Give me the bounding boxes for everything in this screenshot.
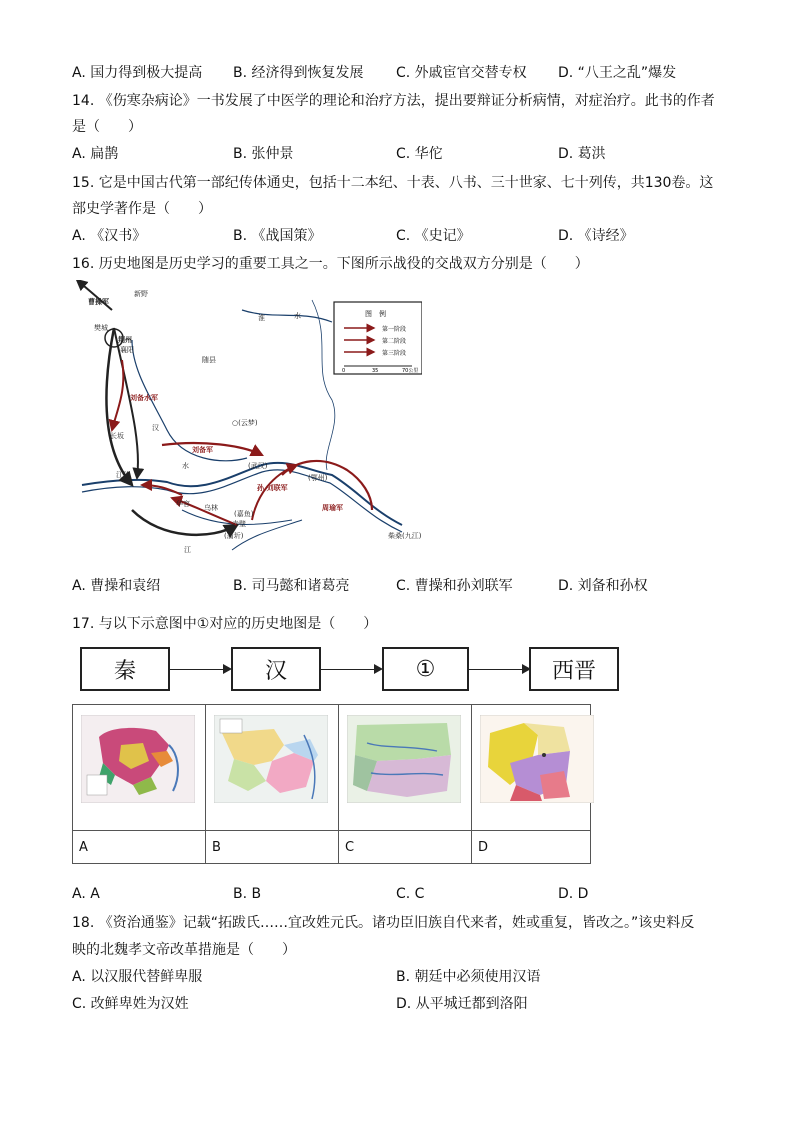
svg-text:江陵: 江陵	[116, 471, 130, 479]
q14-option-b: B. 张仲景	[233, 146, 294, 162]
q16-stem: 16. 历史地图是历史学习的重要工具之一。下图所示战役的交战双方分别是（ ）	[72, 256, 589, 272]
q16-option-b: B. 司马懿和诸葛亮	[233, 578, 350, 594]
svg-text:(蒲圻): (蒲圻)	[224, 532, 244, 540]
svg-text:赤壁: 赤壁	[232, 520, 246, 528]
svg-text:乌林: 乌林	[204, 504, 218, 512]
svg-text:刘备军: 刘备军	[192, 446, 213, 454]
q13-option-a: A. 国力得到极大提高	[72, 65, 203, 81]
map-c-thumbnail	[347, 715, 461, 803]
svg-text:襄阳: 襄阳	[120, 346, 134, 354]
flow-arrow-3	[469, 669, 529, 670]
flow-box-han: 汉	[231, 647, 321, 691]
svg-text:0: 0	[342, 368, 346, 374]
flow-box-blank-1: ①	[382, 647, 469, 691]
q15-option-d: D. 《诗经》	[558, 228, 634, 244]
q15-option-b: B. 《战国策》	[233, 228, 322, 244]
battle-map	[72, 280, 422, 568]
q17-option-b: B. B	[233, 886, 262, 902]
q16-option-d: D. 刘备和孙权	[558, 578, 648, 594]
flow-arrow-1	[170, 669, 230, 670]
svg-text:○(云梦): ○(云梦)	[232, 419, 258, 427]
svg-text:新野: 新野	[134, 290, 148, 298]
svg-text:周瑜军: 周瑜军	[322, 504, 343, 512]
map-a	[73, 705, 206, 831]
q17-option-a: A. A	[72, 886, 100, 902]
q16-option-c: C. 曹操和孙刘联军	[396, 578, 513, 594]
q16-option-a: A. 曹操和袁绍	[72, 578, 161, 594]
q15-option-c: C. 《史记》	[396, 228, 471, 244]
q15-option-a: A. 《汉书》	[72, 228, 147, 244]
q14-stem-line2: 是（ ）	[72, 119, 142, 135]
svg-text:曹操军: 曹操军	[88, 298, 109, 306]
map-b-thumbnail	[214, 715, 328, 803]
legend-title: 图 例	[365, 310, 386, 318]
flow-box-qin: 秦	[80, 647, 170, 691]
q14-option-d: D. 葛洪	[558, 146, 606, 162]
q14-option-c: C. 华佗	[396, 146, 443, 162]
map-c-label: C	[339, 831, 472, 864]
q18-option-c: C. 改鲜卑姓为汉姓	[72, 996, 189, 1012]
q14-stem-line1: 14. 《伤寒杂病论》一书发展了中医学的理论和治疗方法，提出要辩证分析病情，对症治疗。此书的作者	[72, 93, 715, 109]
q14-option-a: A. 扁鹊	[72, 146, 119, 162]
map-a-thumbnail	[81, 715, 195, 803]
legend-item-3: 第三阶段	[382, 350, 407, 357]
svg-text:江: 江	[184, 546, 191, 554]
svg-text:(嘉鱼): (嘉鱼)	[234, 510, 254, 518]
q13-option-c: C. 外戚宦官交替专权	[396, 65, 527, 81]
map-b-label: B	[206, 831, 339, 864]
svg-text:(鄂州): (鄂州)	[308, 474, 328, 482]
flow-box-xijin: 西晋	[529, 647, 619, 691]
svg-text:(武汉): (武汉)	[248, 462, 268, 470]
q17-option-d: D. D	[558, 886, 589, 902]
map-d	[472, 705, 591, 831]
q18-stem-line1: 18. 《资治通鉴》记载“拓跋氏……宜改姓元氏。诸功臣旧族自代来者，姓或重复，皆改之。”该史料反	[72, 915, 695, 931]
svg-text:水: 水	[294, 312, 301, 320]
map-d-label: D	[472, 831, 591, 864]
q18-option-a: A. 以汉服代替鲜卑服	[72, 969, 203, 985]
svg-text:70公里: 70公里	[402, 368, 419, 374]
map-d-thumbnail	[480, 715, 594, 803]
svg-text:长坂: 长坂	[110, 432, 124, 440]
map-options-table	[72, 704, 591, 864]
svg-text:荆州: 荆州	[118, 336, 132, 344]
q17-stem: 17. 与以下示意图中①对应的历史地图是（ ）	[72, 616, 378, 632]
q17-option-c: C. C	[396, 886, 425, 902]
legend-item-1: 第一阶段	[382, 326, 407, 333]
legend-item-2: 第二阶段	[382, 338, 407, 345]
q18-option-b: B. 朝廷中必须使用汉语	[396, 969, 541, 985]
q18-stem-line2: 映的北魏孝文帝改革措施是（ ）	[72, 942, 296, 958]
svg-text:汉: 汉	[152, 424, 159, 432]
flow-arrow-2	[321, 669, 381, 670]
han-river	[132, 310, 332, 461]
q13-option-b: B. 经济得到恢复发展	[233, 65, 364, 81]
svg-text:随县: 随县	[202, 356, 216, 364]
svg-text:柴桑(九江): 柴桑(九江)	[388, 532, 422, 540]
svg-text:孙.刘联军: 孙.刘联军	[257, 484, 288, 492]
map-c	[339, 705, 472, 831]
q18-option-d: D. 从平城迁都到洛阳	[396, 996, 528, 1012]
svg-text:35: 35	[372, 368, 379, 374]
q15-stem-line1: 15. 它是中国古代第一部纪传体通史，包括十二本纪、十表、八书、三十世家、七十列传，共130卷。这	[72, 175, 714, 191]
q15-stem-line2: 部史学著作是（ ）	[72, 201, 212, 217]
map-a-label: A	[73, 831, 206, 864]
svg-text:淮: 淮	[258, 314, 265, 322]
q13-option-d: D. “八王之乱”爆发	[558, 65, 677, 81]
svg-text:刘备水军: 刘备水军	[130, 394, 158, 402]
svg-text:华容: 华容	[176, 500, 190, 508]
svg-text:水: 水	[182, 462, 189, 470]
svg-text:樊城: 樊城	[94, 324, 108, 332]
map-b	[206, 705, 339, 831]
